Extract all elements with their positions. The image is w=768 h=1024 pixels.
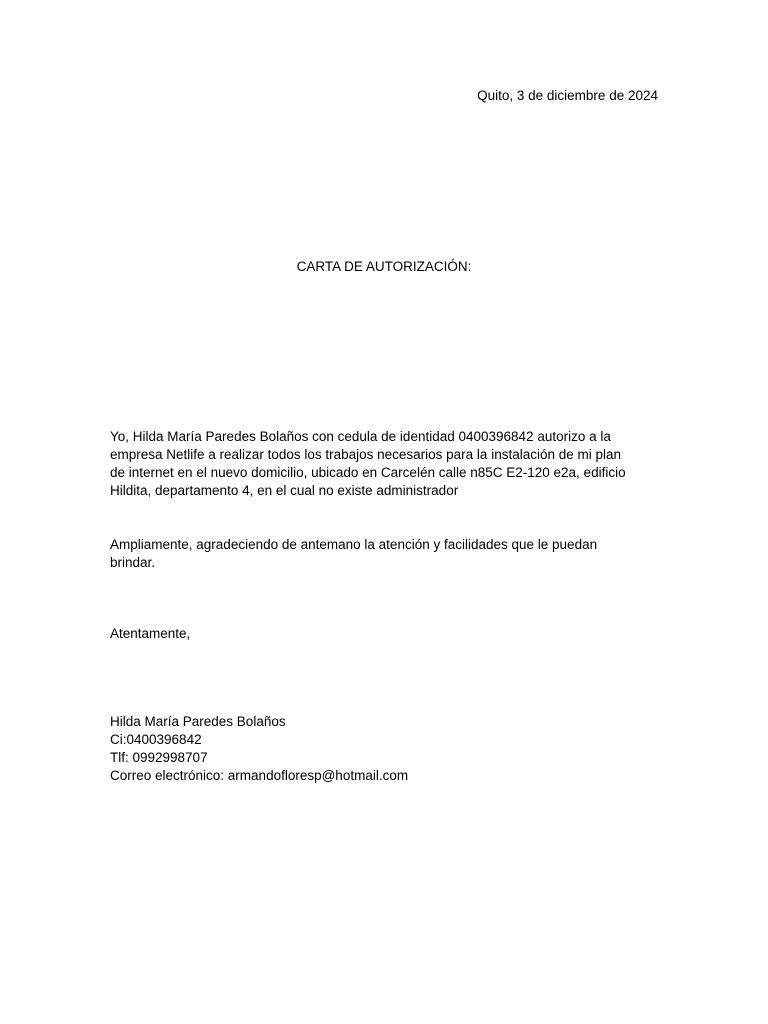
closing-line: brindar.: [110, 555, 156, 570]
greeting: Atentamente,: [110, 626, 191, 641]
closing-paragraph: [110, 536, 660, 572]
letter-title: CARTA DE AUTORIZACIÓN:: [296, 259, 472, 274]
signature-id: Ci:0400396842: [110, 732, 202, 747]
letter-body: [110, 428, 660, 500]
date-line: Quito, 3 de diciembre de 2024: [477, 88, 658, 103]
body-line: de internet en el nuevo domicilio, ubicado en Carcelén calle n85C E2-120 e2a, edificio: [110, 465, 626, 480]
signature-phone: Tlf: 0992998707: [110, 750, 208, 765]
signature-block: [110, 713, 660, 785]
body-line: Yo, Hilda María Paredes Bolaños con cedula de identidad 0400396842 autorizo a la: [110, 429, 611, 444]
signature-name: Hilda María Paredes Bolaños: [110, 714, 286, 729]
closing-line: Ampliamente, agradeciendo de antemano la atención y facilidades que le puedan: [110, 537, 598, 552]
signature-email: Correo electrónico: armandofloresp@hotmail.com: [110, 768, 409, 783]
body-line: Hildita, departamento 4, en el cual no existe administrador: [110, 483, 459, 498]
body-line: empresa Netlife a realizar todos los trabajos necesarios para la instalación de mi plan: [110, 447, 622, 462]
